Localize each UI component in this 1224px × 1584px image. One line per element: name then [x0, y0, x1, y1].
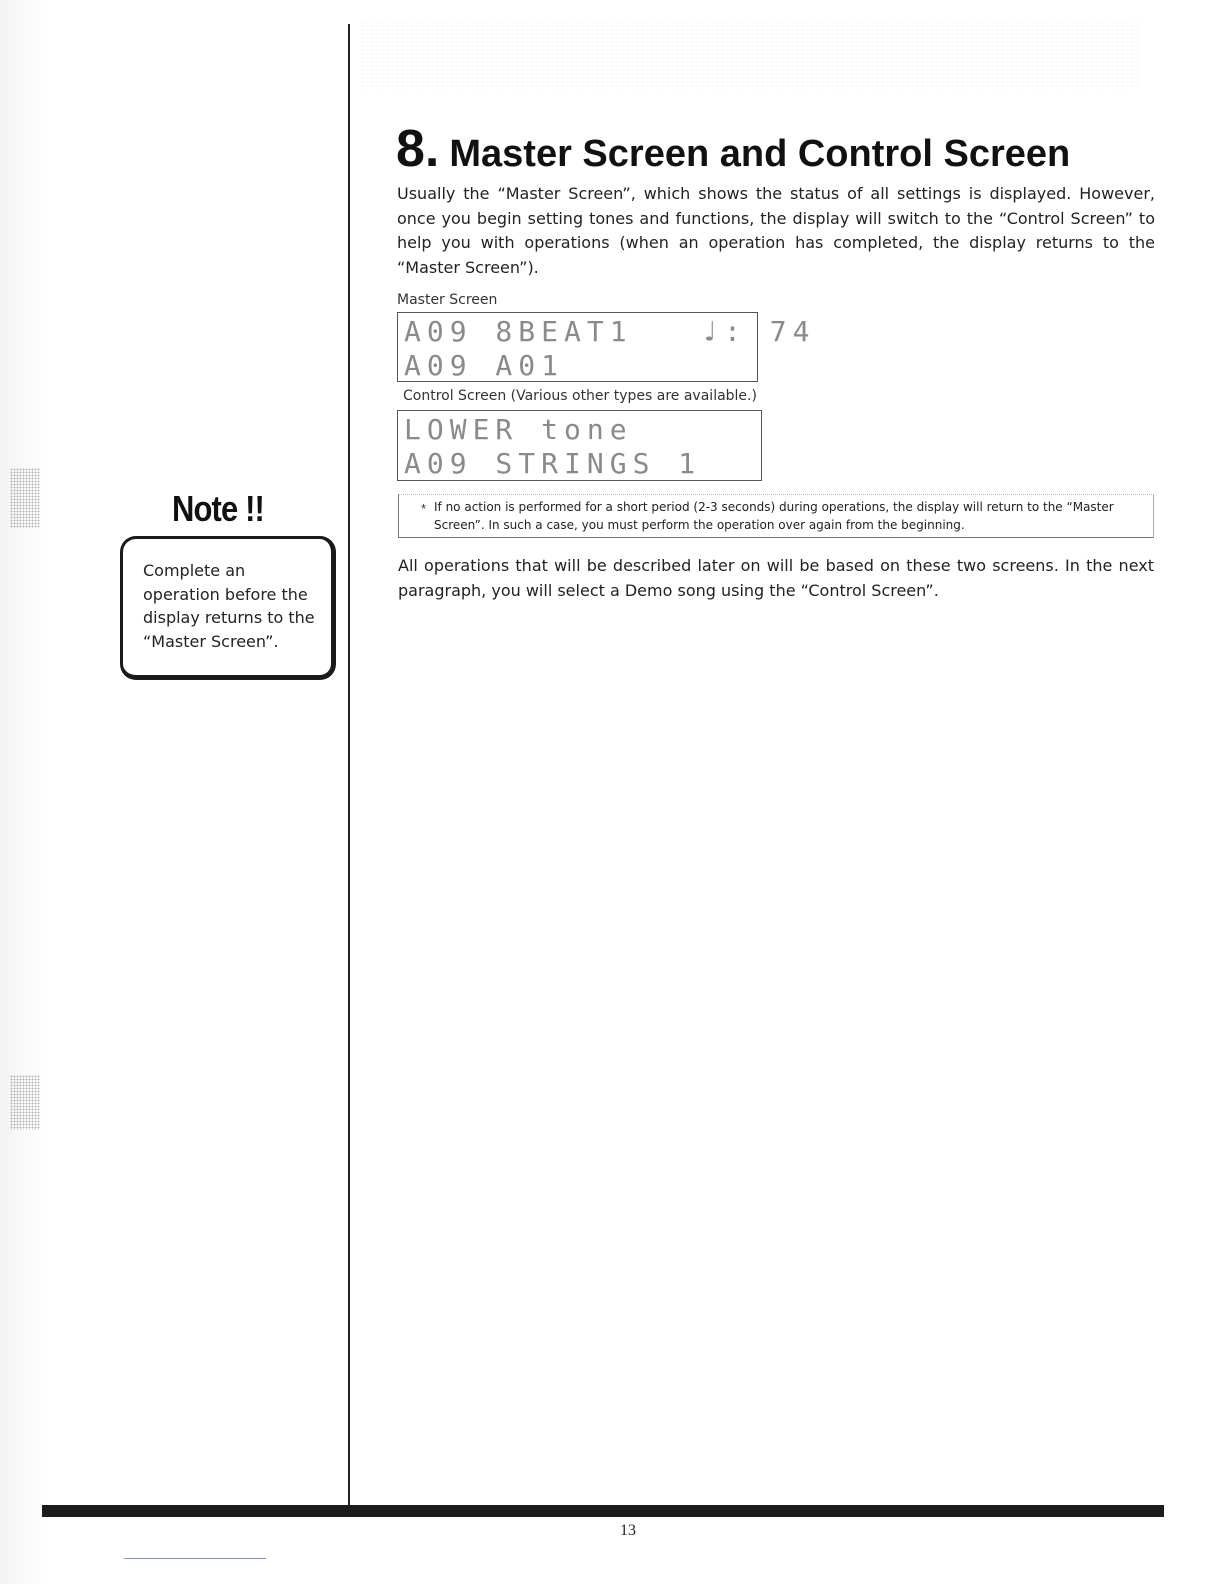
closing-paragraph: All operations that will be described later on will be based on these two screens. In the next paragraph, you will select a Demo song using the “Control Screen”.: [398, 556, 1154, 600]
control-screen-display: [397, 410, 762, 481]
master-screen-display: [397, 312, 816, 382]
section-title: Master Screen and Control Screen: [449, 133, 1071, 175]
control-screen-line-2: A09 STRINGS 1: [404, 447, 702, 480]
footnote-box: [398, 494, 1154, 538]
footer-bar: [42, 1505, 1164, 1517]
note-box: [120, 536, 336, 680]
master-screen-line-2: A09 A01: [404, 349, 565, 382]
control-screen-caption: Control Screen (Various other types are available.): [403, 388, 757, 404]
master-screen-caption: Master Screen: [397, 292, 498, 308]
master-screen-line-1: A09 8BEAT1 ♩: 74: [404, 315, 816, 348]
scan-speckle: [10, 1075, 40, 1130]
section-number: 8.: [396, 120, 440, 178]
scan-edge-shadow: [0, 0, 46, 1584]
note-text: Complete an operation before the display returns to the “Master Screen”.: [143, 561, 315, 651]
column-divider: [348, 24, 350, 1508]
scan-artifact-line: [124, 1558, 266, 1559]
control-screen-line-1: LOWER tone: [404, 413, 633, 446]
scan-noise: [360, 20, 1140, 90]
page-number: 13: [620, 1522, 636, 1539]
scan-speckle: [10, 468, 40, 528]
footnote-text: If no action is performed for a short period (2-3 seconds) during operations, the display will return to the “Master Screen”. In such a case, you must perform the operation over again from the beginning.: [434, 500, 1114, 532]
footnote-marker: *: [421, 501, 427, 516]
section-heading: [396, 118, 1070, 180]
note-heading: Note !!: [172, 488, 265, 529]
intro-paragraph: Usually the “Master Screen”, which shows the status of all settings is displayed. However, once you begin setting tones and functions, the display will switch to the “Control Screen” to help you with operations (when an operation has completed, the display returns to the “Master Screen”).: [397, 184, 1155, 277]
